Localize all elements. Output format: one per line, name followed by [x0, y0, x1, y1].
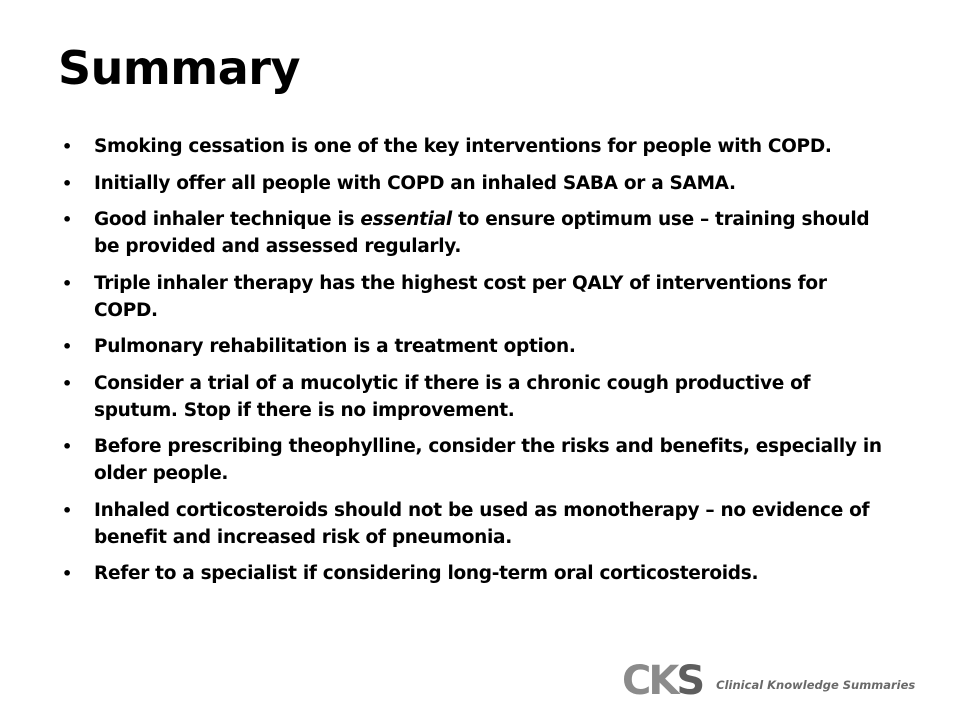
bullet-list [62, 133, 892, 597]
bullet-text: Inhaled corticosteroids should not be used as monotherapy – no evidence of benefit and increased risk of pneumonia. [94, 499, 870, 548]
bullet-text-emphasis: essential [360, 209, 452, 230]
bullet-dot: • [62, 437, 72, 456]
bullet-item [62, 370, 892, 424]
bullet-item [62, 170, 892, 197]
cks-logo-s: S [676, 658, 703, 704]
bullet-dot: • [62, 500, 72, 520]
bullet-text: Smoking cessation is one of the key interventions for people with COPD. [94, 136, 832, 157]
bullet-dot: • [62, 273, 72, 293]
bullet-item [62, 433, 892, 487]
bullet-text: Before prescribing theophylline, consider the risks and benefits, especially in older people. [94, 436, 882, 484]
bullet-text-post: to ensure optimum use – training should be provided and assessed regularly. [94, 209, 870, 257]
bullet-item [62, 497, 892, 551]
bullet-text-pre: Good inhaler technique is [94, 209, 361, 230]
bullet-text: Pulmonary rehabilitation is a treatment option. [94, 336, 576, 357]
bullet-dot: • [62, 337, 72, 356]
slide-title: Summary [58, 41, 300, 95]
bullet-dot: • [62, 173, 72, 193]
bullet-text: Refer to a specialist if considering long-term oral corticosteroids. [94, 563, 759, 584]
bullet-dot: • [62, 373, 72, 393]
bullet-item [62, 206, 892, 260]
bullet-item [62, 270, 892, 324]
bullet-text: Initially offer all people with COPD an inhaled SABA or a SAMA. [94, 172, 736, 194]
bullet-item [62, 560, 892, 587]
bullet-dot: • [62, 137, 72, 156]
cks-logo-ck: CK [622, 658, 677, 704]
cks-logo-text: Clinical Knowledge Summaries [716, 678, 916, 692]
bullet-text: Consider a trial of a mucolytic if there is a chronic cough productive of sputum. Stop if there is no improvement. [94, 372, 811, 421]
cks-logo-mark [622, 660, 702, 702]
cks-logo [622, 660, 915, 702]
bullet-item [62, 133, 892, 160]
bullet-dot: • [62, 210, 72, 229]
bullet-text: Triple inhaler therapy has the highest cost per QALY of interventions for COPD. [94, 272, 827, 321]
bullet-item [62, 333, 892, 360]
bullet-dot: • [62, 564, 72, 583]
